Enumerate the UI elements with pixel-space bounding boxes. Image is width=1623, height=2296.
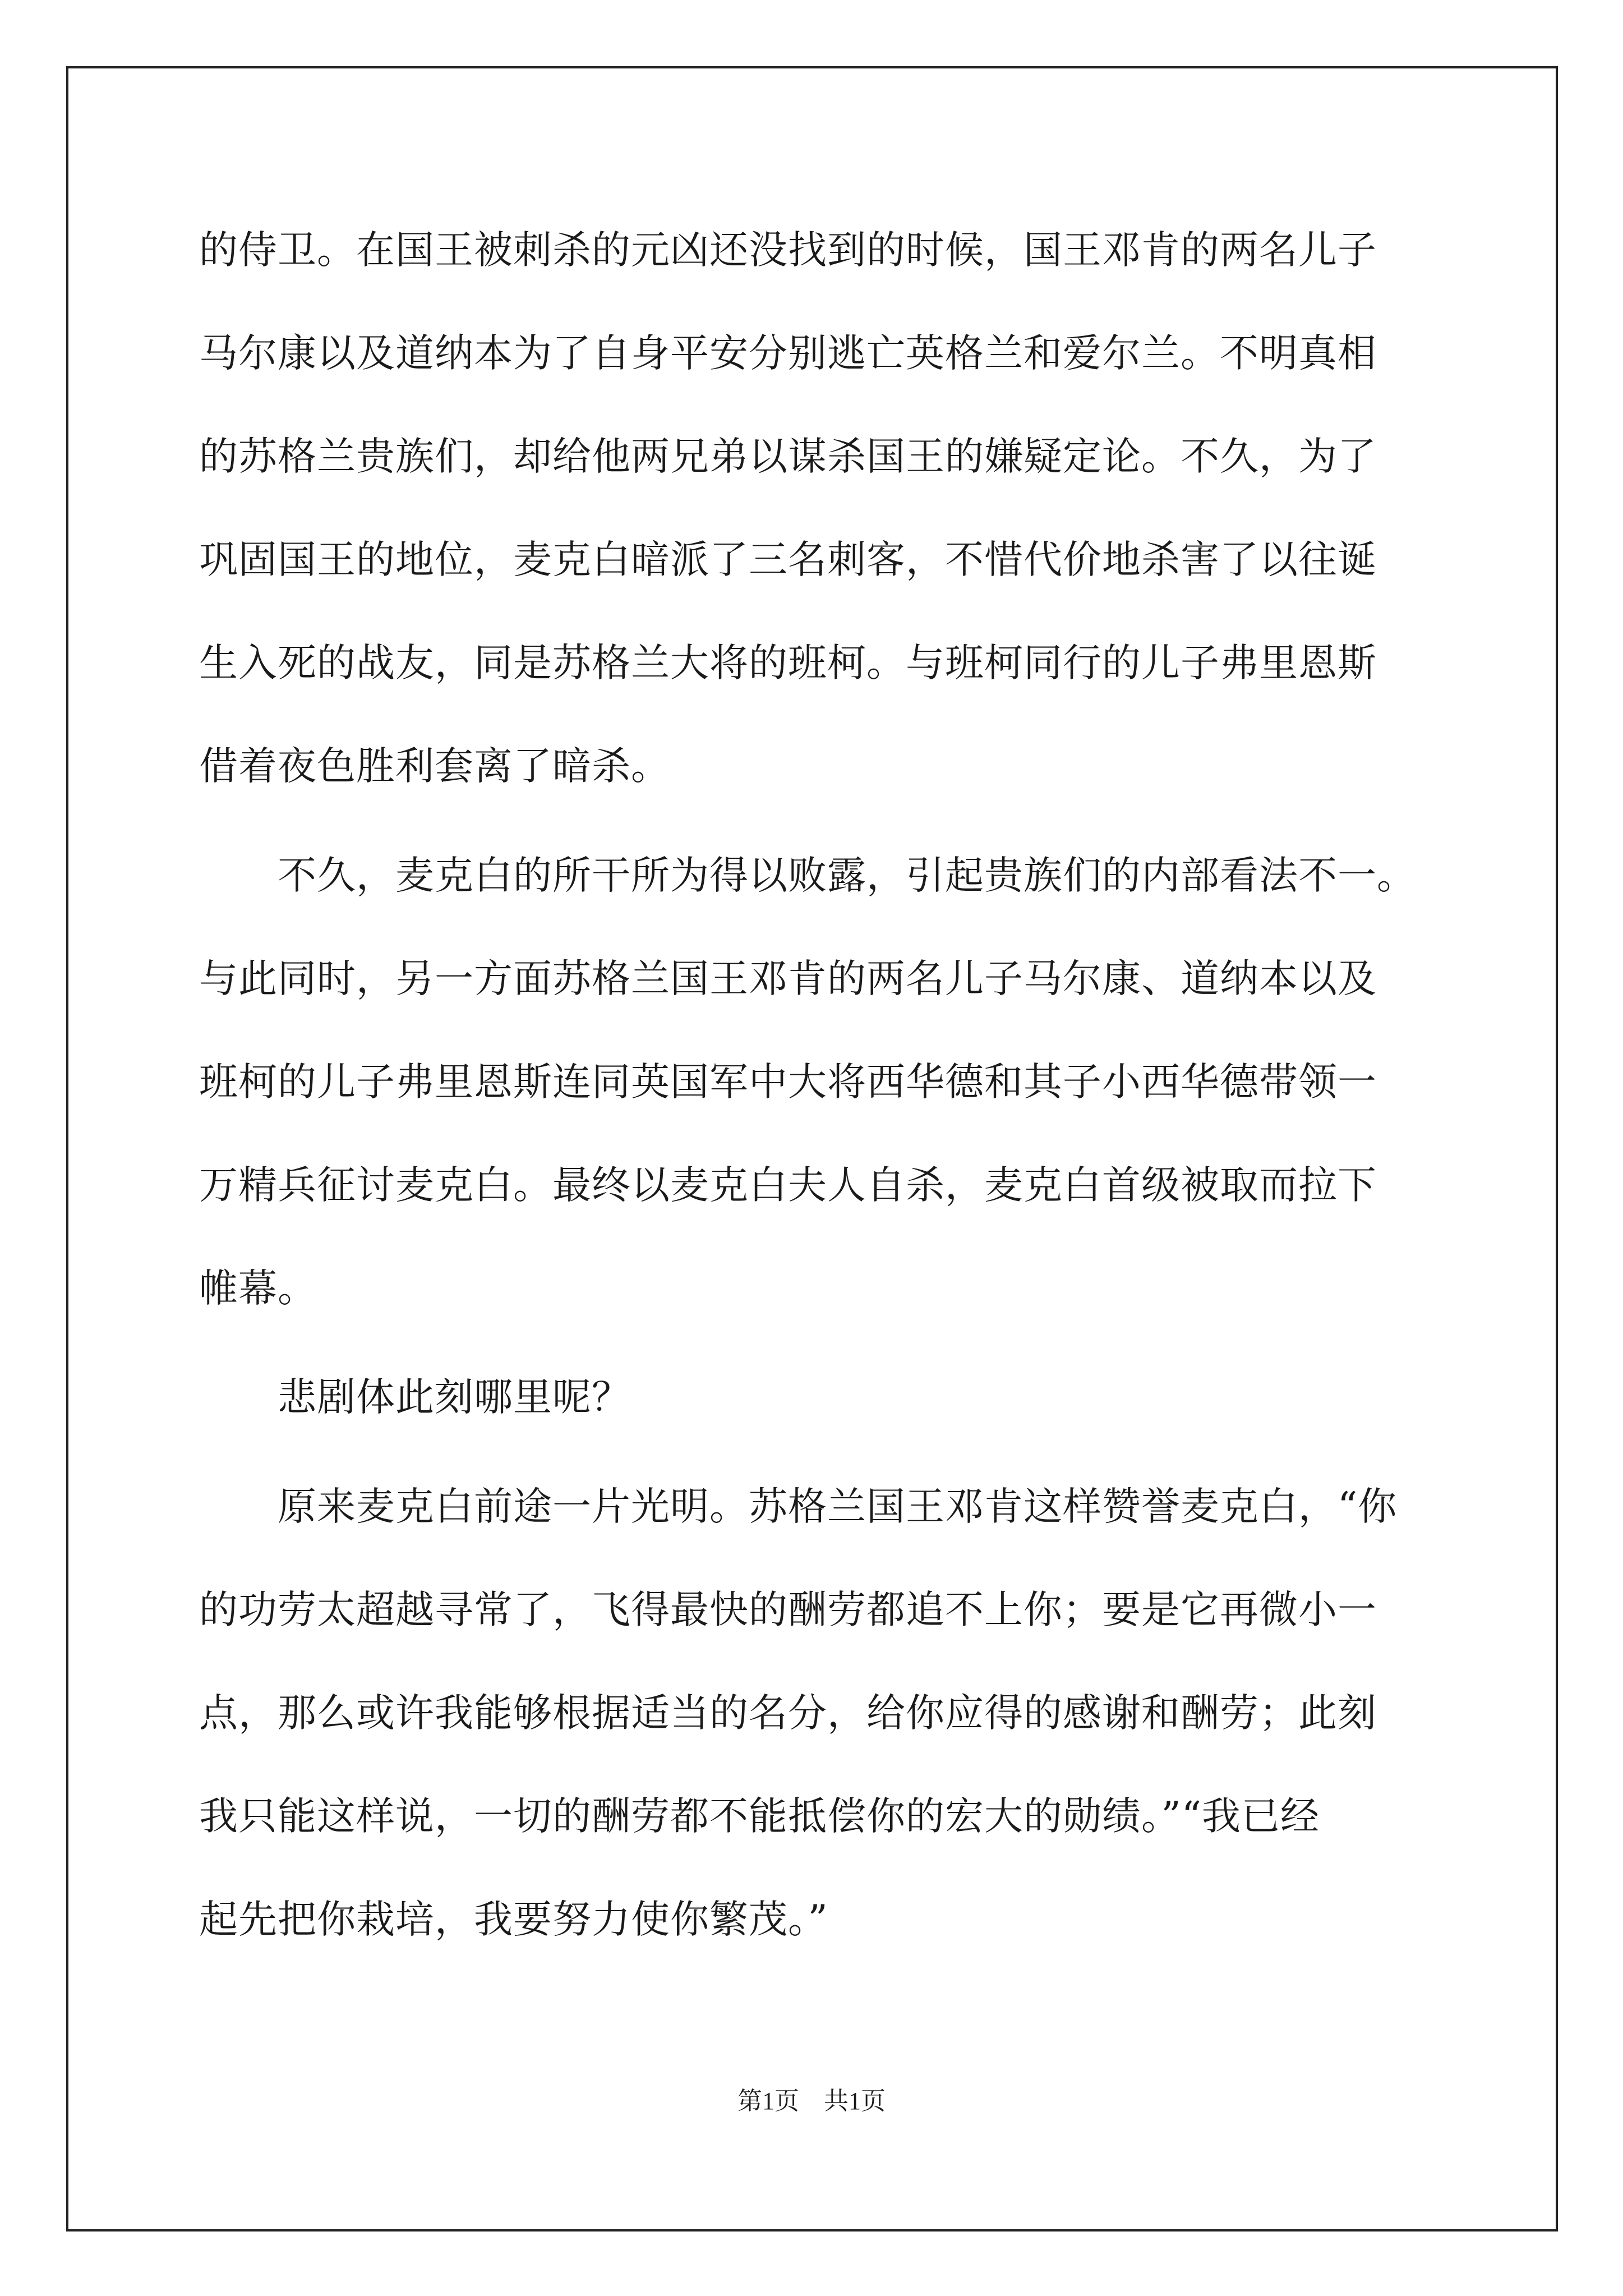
text-line: 起先把你栽培，我要努力使你繁茂。” <box>199 1897 828 1942</box>
text-line: 巩固国王的地位，麦克白暗派了三名刺客，不惜代价地杀害了以往诞 <box>199 537 1377 582</box>
text-line: 班柯的儿子弗里恩斯连同英国军中大将西华德和其子小西华德带领一 <box>199 1060 1377 1105</box>
text-line: 与此同时，另一方面苏格兰国王邓肯的两名儿子马尔康、道纳本以及 <box>199 956 1377 1001</box>
text-line: 的功劳太超越寻常了，飞得最快的酬劳都追不上你；要是它再微小一 <box>199 1588 1377 1632</box>
text-line: 帷幕。 <box>199 1266 317 1311</box>
page-footer: 第1页 共1页 <box>737 2087 886 2115</box>
text-line: 生入死的战友，同是苏格兰大将的班柯。与班柯同行的儿子弗里恩斯 <box>199 641 1377 685</box>
text-line: 不久，麦克白的所干所为得以败露，引起贵族们的内部看法不一。 <box>199 853 1416 898</box>
text-line: 马尔康以及道纳本为了自身平安分别逃亡英格兰和爱尔兰。不明真相 <box>199 331 1377 376</box>
text-line: 的侍卫。在国王被刺杀的元凶还没找到的时候，国王邓肯的两名儿子 <box>199 228 1377 273</box>
text-line: 点，那么或许我能够根据适当的名分，给你应得的感谢和酬劳；此刻 <box>199 1691 1377 1736</box>
text-line: 的苏格兰贵族们，却给他两兄弟以谋杀国王的嫌疑定论。不久，为了 <box>199 434 1377 479</box>
text-line: 悲剧体此刻哪里呢？ <box>199 1375 631 1420</box>
text-line: 万精兵征讨麦克白。最终以麦克白夫人自杀，麦克白首级被取而拉下 <box>199 1163 1377 1208</box>
text-line: 我只能这样说，一切的酬劳都不能抵偿你的宏大的勋绩。”“我已经 <box>199 1794 1320 1839</box>
text-line: 原来麦克白前途一片光明。苏格兰国王邓肯这样赞誉麦克白，“你 <box>199 1484 1398 1529</box>
text-line: 借着夜色胜利套离了暗杀。 <box>199 744 670 789</box>
